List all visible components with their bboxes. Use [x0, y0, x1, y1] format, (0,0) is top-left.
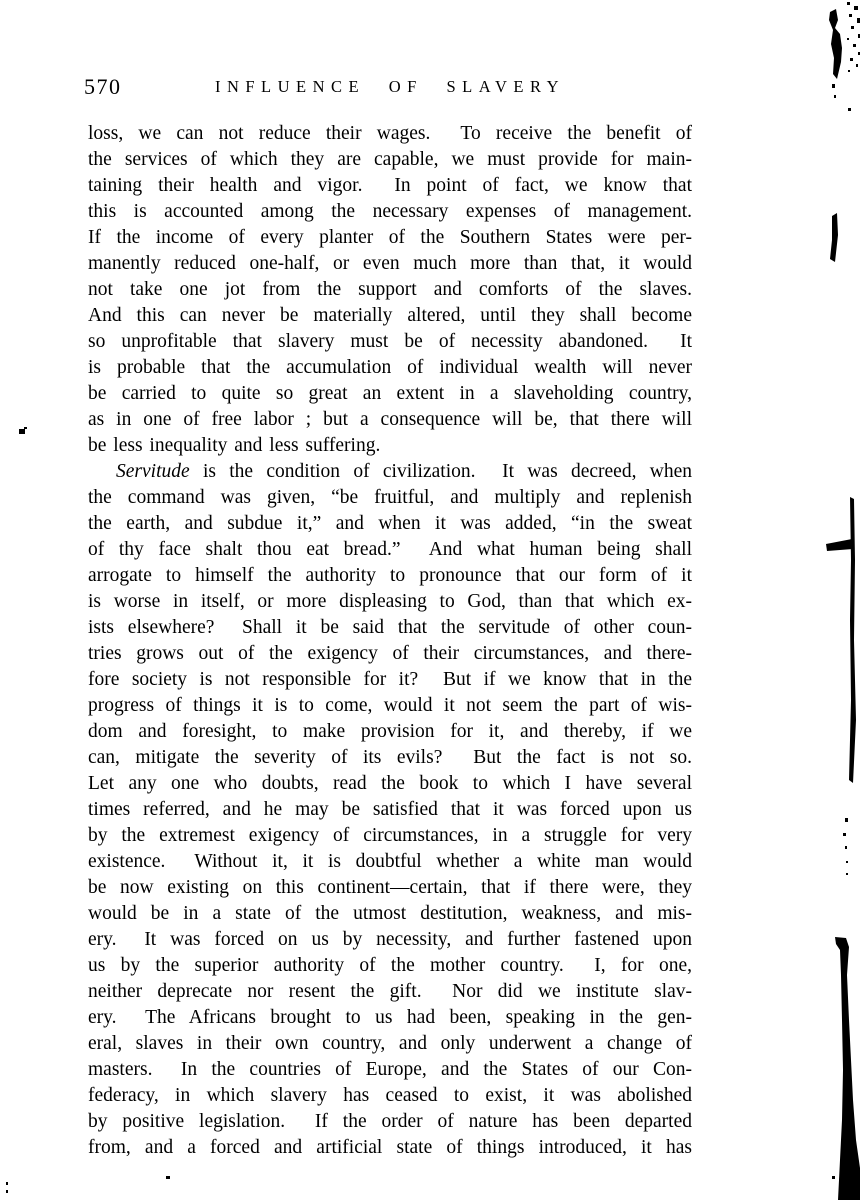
text-line: And this can never be materially altered, until they shall become	[88, 305, 692, 326]
text-line: by positive legislation. If the order of nature has been departed	[88, 1111, 692, 1132]
text-line: loss, we can not reduce their wages. To receive the benefit of	[88, 123, 692, 144]
page-column	[84, 0, 692, 1200]
text-line: times referred, and he may be satisfied that it was forced upon us	[88, 799, 692, 820]
text-line: this is accounted among the necessary expenses of management.	[88, 201, 692, 222]
scan-artifact-dot	[19, 429, 25, 434]
text-line: neither deprecate nor resent the gift. Nor did we institute slav-	[88, 981, 692, 1002]
text-line: Let any one who doubts, read the book to which I have several	[88, 773, 692, 794]
text-line: not take one jot from the support and comforts of the slaves.	[88, 279, 692, 300]
text-line: existence. Without it, it is doubtful whether a white man would	[88, 851, 692, 872]
scan-artifact-dot	[24, 427, 27, 429]
text-line: federacy, in which slavery has ceased to exist, it was abolished	[88, 1085, 692, 1106]
text-line: fore society is not responsible for it? But if we know that in the	[88, 669, 692, 690]
text-line: is probable that the accumulation of individual wealth will never	[88, 357, 692, 378]
text-line: is worse in itself, or more displeasing to God, than that which ex-	[88, 591, 692, 612]
text-block	[88, 121, 692, 1161]
text-line: manently reduced one-half, or even much more than that, it would	[88, 253, 692, 274]
scan-artifact-bottom-streak	[835, 937, 860, 1200]
text-line: ery. The Africans brought to us had been, speaking in the gen-	[88, 1007, 692, 1028]
text-line: us by the superior authority of the mother country. I, for one,	[88, 955, 692, 976]
text-line: Servitude is the condition of civilization. It was decreed, when	[116, 461, 692, 482]
running-title: INFLUENCE OF SLAVERY	[214, 77, 566, 96]
text-line: taining their health and vigor. In point of fact, we know that	[88, 175, 692, 196]
scan-artifact-top-blob	[829, 9, 842, 79]
text-line: as in one of free labor ; but a consequence will be, that there will	[88, 409, 692, 430]
scan-artifact-mid-nub	[826, 539, 853, 551]
text-line: eral, slaves in their own country, and only underwent a change of	[88, 1033, 692, 1054]
scan-artifact-mid-line	[849, 497, 856, 783]
paragraph	[88, 459, 692, 1161]
text-line: be carried to quite so great an extent in a slaveholding country,	[88, 383, 692, 404]
text-line: so unprofitable that slavery must be of necessity abandoned. It	[88, 331, 692, 352]
text-line: can, mitigate the severity of its evils? But the fact is not so.	[88, 747, 692, 768]
page-number: 570	[84, 74, 122, 99]
text-line: arrogate to himself the authority to pronounce that our form of it	[88, 565, 692, 586]
scan-artifact-short-mark	[830, 213, 838, 262]
text-line: would be in a state of the utmost destitution, weakness, and mis-	[88, 903, 692, 924]
text-line: ery. It was forced on us by necessity, and further fastened upon	[88, 929, 692, 950]
italic-word: Servitude	[116, 461, 190, 482]
text-line: the command was given, “be fruitful, and multiply and replenish	[88, 487, 692, 508]
text-line: If the income of every planter of the Southern States were per-	[88, 227, 692, 248]
paragraph	[88, 121, 692, 459]
scan-artifact-dots-mid	[843, 818, 848, 875]
text-line: ists elsewhere? Shall it be said that the servitude of other coun-	[88, 617, 692, 638]
scan-artifact-dot	[848, 108, 851, 111]
scan-artifact-dot	[834, 95, 836, 98]
text-line: the services of which they are capable, we must provide for main-	[88, 149, 692, 170]
text-line: be now existing on this continent—certain, that if there were, they	[88, 877, 692, 898]
text-line: masters. In the countries of Europe, and the States of our Con-	[88, 1059, 692, 1080]
text-line: progress of things it is to come, would it not seem the part of wis-	[88, 695, 692, 716]
text-line: by the extremest exigency of circumstances, in a struggle for very	[88, 825, 692, 846]
text-line: tries grows out of the exigency of their circumstances, and there-	[88, 643, 692, 664]
text-line: of thy face shalt thou eat bread.” And what human being shall	[88, 539, 692, 560]
text-line: be less inequality and less suffering.	[88, 435, 381, 456]
text-line: dom and foresight, to make provision for it, and thereby, if we	[88, 721, 692, 742]
scan-artifact-speckles	[847, 2, 860, 72]
text-line: from, and a forced and artificial state of things introduced, it has	[88, 1137, 692, 1158]
text-line: the earth, and subdue it,” and when it was added, “in the sweat	[88, 513, 692, 534]
scan-artifact-dot	[832, 84, 835, 88]
